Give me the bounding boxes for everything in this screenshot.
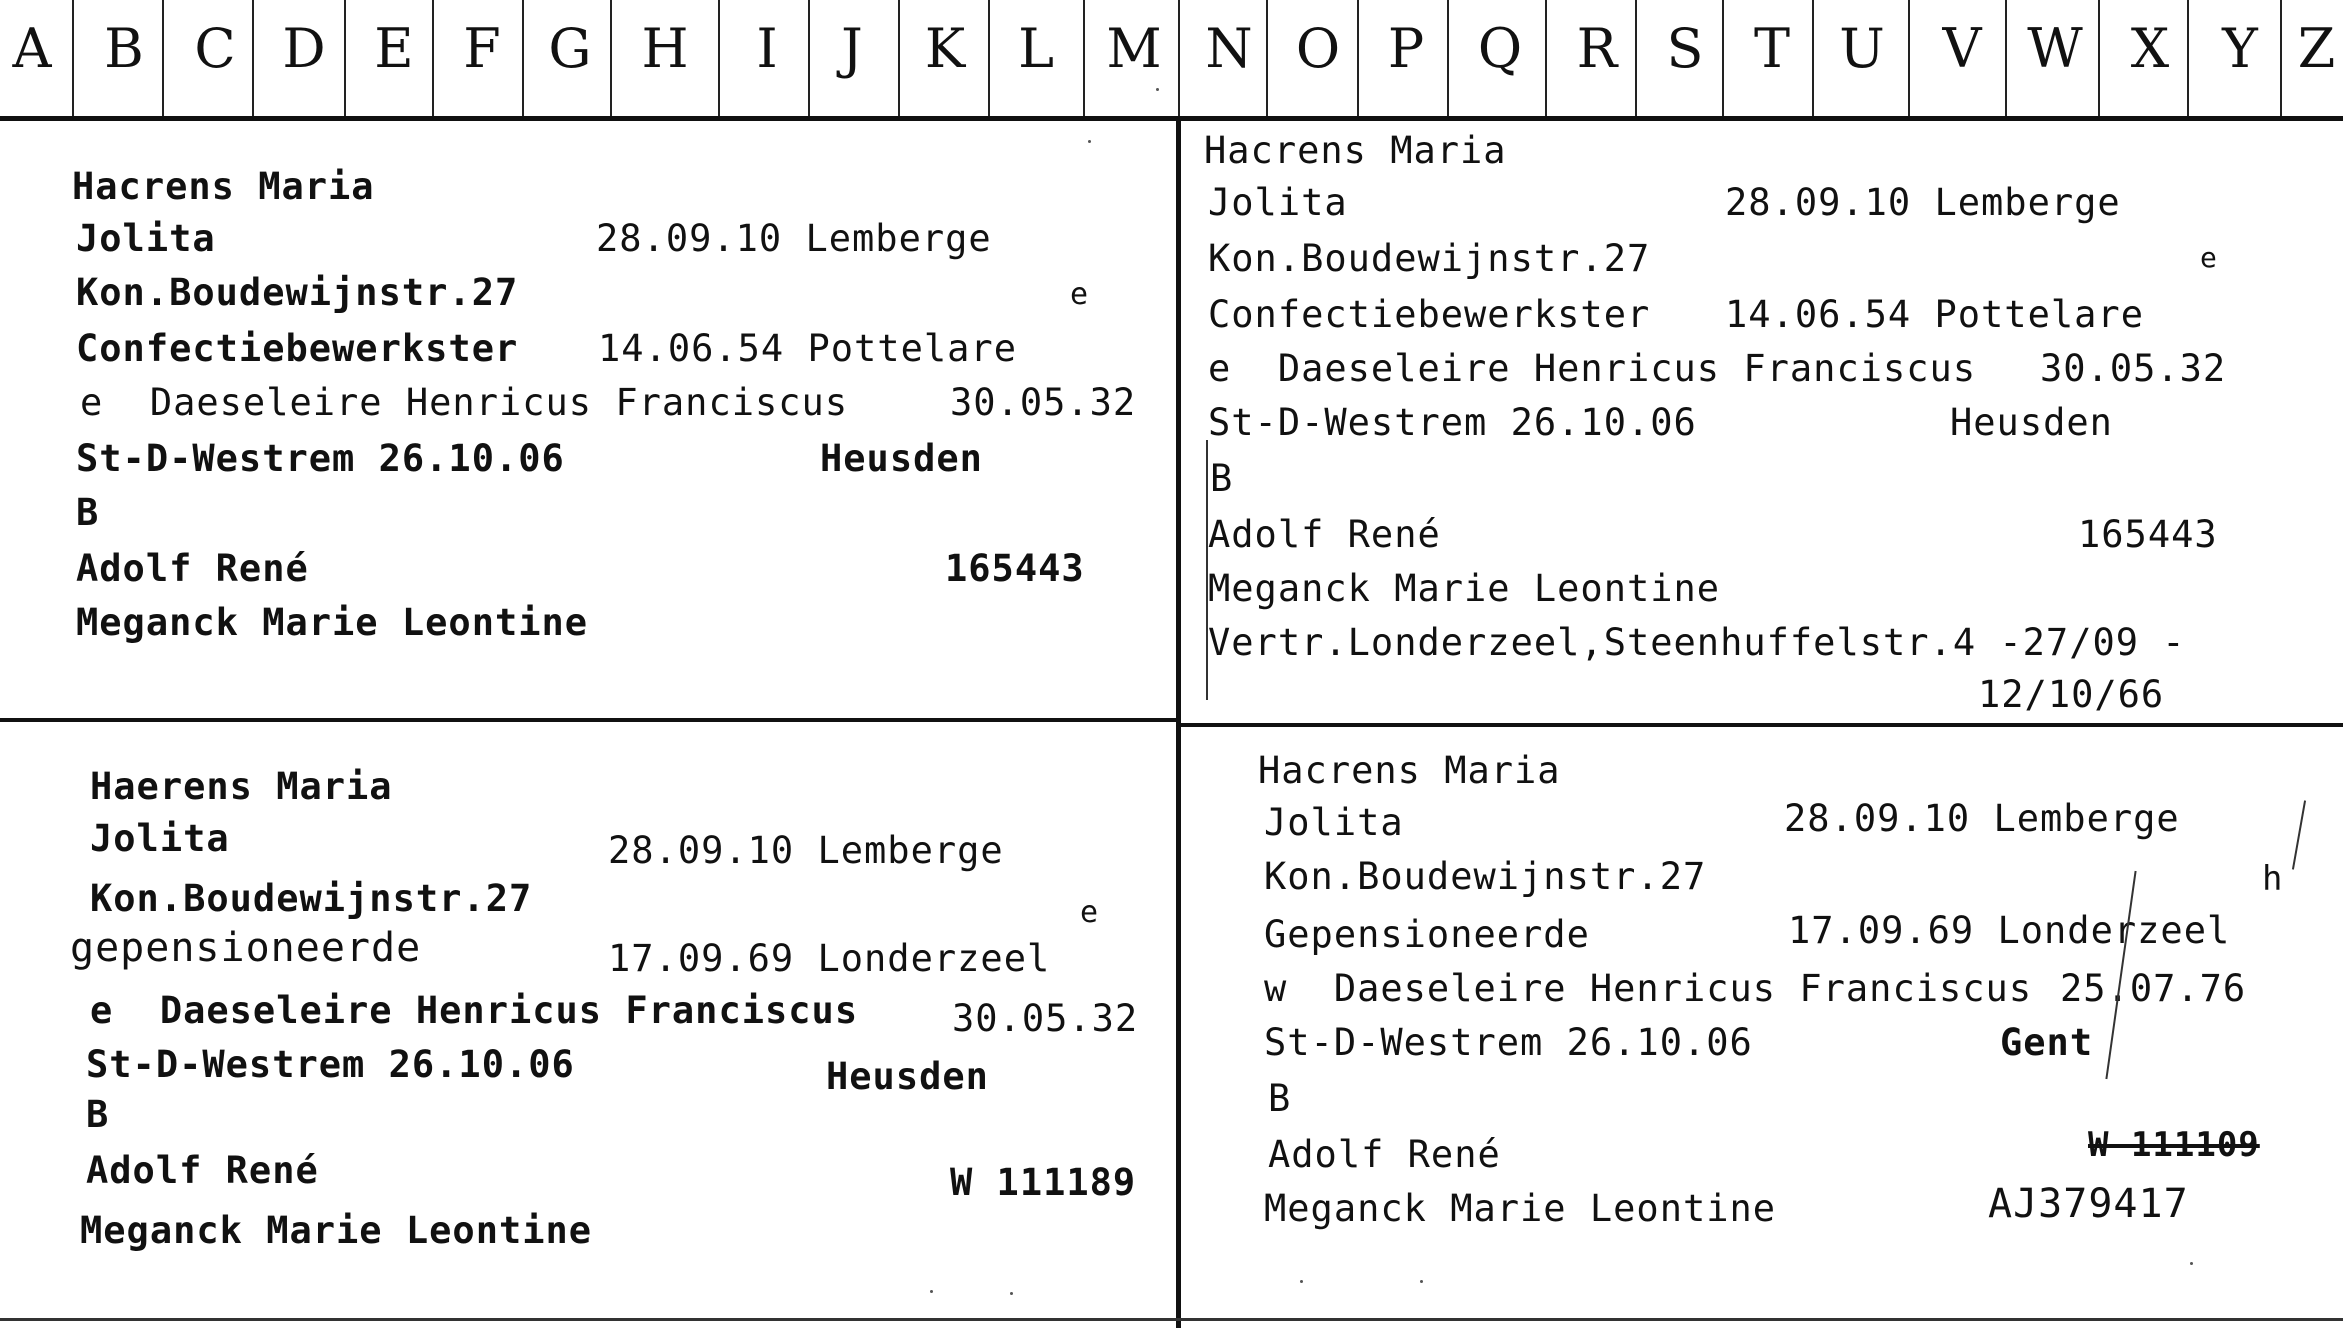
- index-letter-x: X: [2130, 16, 2170, 80]
- address-line: Kon.Boudewijnstr.27: [76, 271, 519, 314]
- nationality-line: B: [1210, 457, 1234, 500]
- marital-mark: e: [2200, 241, 2218, 274]
- index-letter-u: U: [1839, 16, 1885, 80]
- mother-line: Meganck Marie Leontine: [80, 1209, 593, 1252]
- index-separator: [252, 0, 254, 116]
- index-letter-y: Y: [2222, 16, 2258, 80]
- index-separator: [2098, 0, 2100, 116]
- index-letter-q: Q: [1477, 16, 1523, 80]
- index-letter-z: Z: [2297, 16, 2336, 80]
- index-separator: [1447, 0, 1449, 116]
- nationality-line: B: [86, 1093, 110, 1136]
- index-separator: [1908, 0, 1910, 116]
- index-separator: [1266, 0, 1268, 116]
- spouse-birth-line: St-D-Westrem 26.10.06: [1264, 1021, 1753, 1064]
- spouse-birth-line: St-D-Westrem 26.10.06: [76, 437, 565, 480]
- birth-line: 28.09.10 Lemberge: [596, 217, 992, 260]
- scan-speck: [2190, 1262, 2193, 1265]
- index-separator: [432, 0, 434, 116]
- index-separator: [522, 0, 524, 116]
- register-number-struck: W 111109: [2088, 1125, 2260, 1165]
- index-separator: [1722, 0, 1724, 116]
- register-number: 165443: [945, 547, 1085, 590]
- occupation-line: Gepensioneerde: [1264, 913, 1590, 956]
- index-letter-o: O: [1295, 16, 1341, 80]
- address-line: Kon.Boudewijnstr.27: [1264, 855, 1707, 898]
- occupation-date-line: 14.06.54 Pottelare: [1725, 293, 2144, 336]
- index-separator: [344, 0, 346, 116]
- birth-line: 28.09.10 Lemberge: [1725, 181, 2121, 224]
- surname-line: Hacrens Maria: [1204, 129, 1507, 172]
- index-separator: [808, 0, 810, 116]
- scan-speck: [1156, 88, 1159, 91]
- index-separator: [718, 0, 720, 116]
- alphabet-index-strip: [0, 0, 2343, 116]
- card-divider-right: [1178, 723, 2343, 727]
- occupation-date-line: 14.06.54 Pottelare: [598, 327, 1017, 370]
- address-line: Kon.Boudewijnstr.27: [1208, 237, 1651, 280]
- index-letter-j: J: [841, 16, 863, 80]
- relocation-line: Vertr.Londerzeel,Steenhuffelstr.4 -27/09 -: [1208, 621, 2186, 664]
- nationality-line: B: [1268, 1077, 1292, 1120]
- father-line: Adolf René: [76, 547, 309, 590]
- spouse-birth-line: St-D-Westrem 26.10.06: [86, 1043, 575, 1086]
- index-letter-l: L: [1018, 16, 1054, 80]
- index-separator: [72, 0, 74, 116]
- marital-mark: e: [1080, 895, 1100, 930]
- index-letter-f: F: [463, 16, 501, 80]
- surname-line: Hacrens Maria: [72, 165, 375, 208]
- place-line: Gent: [2000, 1021, 2094, 1064]
- spouse-line: e Daeseleire Henricus Franciscus: [1208, 347, 1977, 390]
- place-line: Heusden: [820, 437, 983, 480]
- index-letter-c: C: [194, 16, 236, 80]
- index-letter-w: W: [2027, 16, 2083, 80]
- mother-line: Meganck Marie Leontine: [76, 601, 589, 644]
- occupation-date-line: 17.09.69 Londerzeel: [608, 937, 1051, 980]
- marital-mark: e: [1070, 277, 1090, 312]
- pen-stroke: [2292, 800, 2306, 869]
- place-line: Heusden: [826, 1055, 989, 1098]
- register-number: AJ379417: [1988, 1181, 2189, 1227]
- index-letter-r: R: [1576, 16, 1618, 80]
- card-divider-bottom: [0, 1318, 2343, 1321]
- nationality-line: B: [76, 491, 100, 534]
- index-separator: [2280, 0, 2282, 116]
- scan-speck: [1420, 1280, 1423, 1283]
- firstname-line: Jolita: [1264, 801, 1404, 844]
- birth-line: 28.09.10 Lemberge: [1784, 797, 2180, 840]
- index-separator: [162, 0, 164, 116]
- occupation-date-line: 17.09.69 Londerzeel: [1788, 909, 2231, 952]
- scan-speck: [1088, 140, 1091, 143]
- index-separator: [1545, 0, 1547, 116]
- index-letter-k: K: [924, 16, 966, 80]
- scan-speck: [1300, 1280, 1303, 1283]
- spouse-line: w Daeseleire Henricus Franciscus: [1264, 967, 2033, 1010]
- index-separator: [1178, 0, 1180, 116]
- surname-line: Hacrens Maria: [1258, 749, 1561, 792]
- spouse-line: e Daeseleire Henricus Franciscus: [80, 381, 849, 424]
- occupation-line: gepensioneerde: [70, 925, 422, 971]
- card-divider-left: [0, 718, 1178, 722]
- index-letter-i: I: [756, 16, 778, 80]
- index-separator: [1083, 0, 1085, 116]
- place-line: Heusden: [1950, 401, 2113, 444]
- spouse-date-line: 30.05.32: [2040, 347, 2227, 390]
- address-line: Kon.Boudewijnstr.27: [90, 877, 533, 920]
- occupation-line: Confectiebewerkster: [1208, 293, 1651, 336]
- index-strip-underline: [0, 116, 2343, 121]
- spouse-date-line: 30.05.32: [950, 381, 1137, 424]
- register-number: W 111189: [950, 1161, 1137, 1204]
- index-letter-e: E: [374, 16, 414, 80]
- index-letter-t: T: [1753, 16, 1791, 80]
- scan-speck: [1010, 1292, 1013, 1295]
- index-letter-v: V: [1942, 16, 1982, 80]
- index-letter-p: P: [1387, 16, 1425, 80]
- index-letter-d: D: [282, 16, 326, 80]
- index-separator: [2005, 0, 2007, 116]
- index-separator: [988, 0, 990, 116]
- father-line: Adolf René: [1268, 1133, 1501, 1176]
- scan-speck: [930, 1290, 933, 1293]
- index-letter-h: H: [641, 16, 689, 80]
- index-letter-m: M: [1106, 16, 1162, 80]
- index-letter-a: A: [12, 16, 52, 80]
- register-number: 165443: [2078, 513, 2218, 556]
- spouse-line: e Daeseleire Henricus Franciscus: [90, 989, 859, 1032]
- marital-mark: h: [2262, 859, 2284, 899]
- index-letter-n: N: [1205, 16, 1253, 80]
- father-line: Adolf René: [1208, 513, 1441, 556]
- index-separator: [610, 0, 612, 116]
- index-letter-g: G: [548, 16, 592, 80]
- father-line: Adolf René: [86, 1149, 319, 1192]
- surname-line: Haerens Maria: [90, 765, 393, 808]
- spouse-birth-line: St-D-Westrem 26.10.06: [1208, 401, 1697, 444]
- index-separator: [898, 0, 900, 116]
- margin-tick: [1206, 440, 1208, 700]
- index-separator: [1357, 0, 1359, 116]
- firstname-line: Jolita: [76, 217, 216, 260]
- index-letter-s: S: [1666, 16, 1704, 80]
- spouse-date-line: 30.05.32: [952, 997, 1139, 1040]
- index-separator: [1635, 0, 1637, 116]
- firstname-line: Jolita: [90, 817, 230, 860]
- index-separator: [1812, 0, 1814, 116]
- mother-line: Meganck Marie Leontine: [1264, 1187, 1777, 1230]
- occupation-line: Confectiebewerkster: [76, 327, 519, 370]
- firstname-line: Jolita: [1208, 181, 1348, 224]
- mother-line: Meganck Marie Leontine: [1208, 567, 1721, 610]
- relocation-date-line: 12/10/66: [1978, 673, 2165, 716]
- index-letter-b: B: [104, 16, 144, 80]
- spouse-date-line: 25.07.76: [2060, 967, 2247, 1010]
- index-separator: [2187, 0, 2189, 116]
- birth-line: 28.09.10 Lemberge: [608, 829, 1004, 872]
